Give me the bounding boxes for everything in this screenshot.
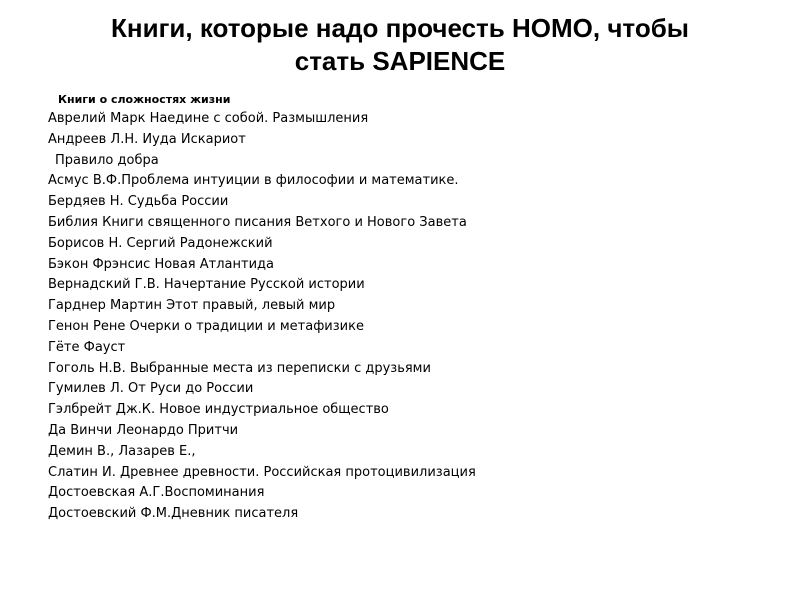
- book-entry: Слатин И. Древнее древности. Российская протоцивилизация: [48, 464, 476, 480]
- book-entry: Бэкон Фрэнсис Новая Атлантида: [48, 256, 274, 272]
- book-entry: Андреев Л.Н. Иуда Искариот: [48, 131, 246, 147]
- slide-title: [20, 12, 780, 78]
- book-entry: Достоевская А.Г.Воспоминания: [48, 485, 265, 501]
- book-entry: Аврелий Марк Наедине с собой. Размышления: [48, 111, 369, 126]
- book-entry: Гарднер Мартин Этот правый, левый мир: [48, 298, 336, 314]
- book-entry: Борисов Н. Сергий Радонежский: [48, 235, 273, 251]
- book-entry: Асмус В.Ф.Проблема интуиции в философии и математике.: [48, 173, 459, 189]
- slide-title-line-1: Книги, которые надо прочесть HOMO, чтобы: [111, 13, 689, 43]
- book-entry: Гэлбрейт Дж.К. Новое индустриальное общество: [48, 402, 389, 418]
- book-entry: Бердяев Н. Судьба России: [48, 194, 229, 210]
- book-list: [48, 90, 768, 525]
- book-entry: Генон Рене Очерки о традиции и метафизике: [48, 318, 364, 334]
- book-entry: Да Винчи Леонардо Притчи: [48, 422, 239, 438]
- book-entry: Гумилев Л. От Руси до России: [48, 381, 254, 397]
- book-entry: Вернадский Г.В. Начертание Русской истории: [48, 277, 365, 293]
- book-entry: Библия Книги священного писания Ветхого и Нового Завета: [48, 214, 467, 230]
- book-list-subheading: Книги о сложностях жизни: [58, 93, 231, 106]
- book-entry: Гоголь Н.В. Выбранные места из переписки с друзьями: [48, 360, 431, 376]
- book-entry: Демин В., Лазарев Е.,: [48, 443, 196, 459]
- book-entry: Достоевский Ф.М.Дневник писателя: [48, 506, 299, 522]
- slide-title-line-2: стать SAPIENCE: [294, 46, 506, 76]
- book-entry: Гёте Фауст: [48, 339, 126, 355]
- book-entry: Правило добра: [55, 152, 159, 168]
